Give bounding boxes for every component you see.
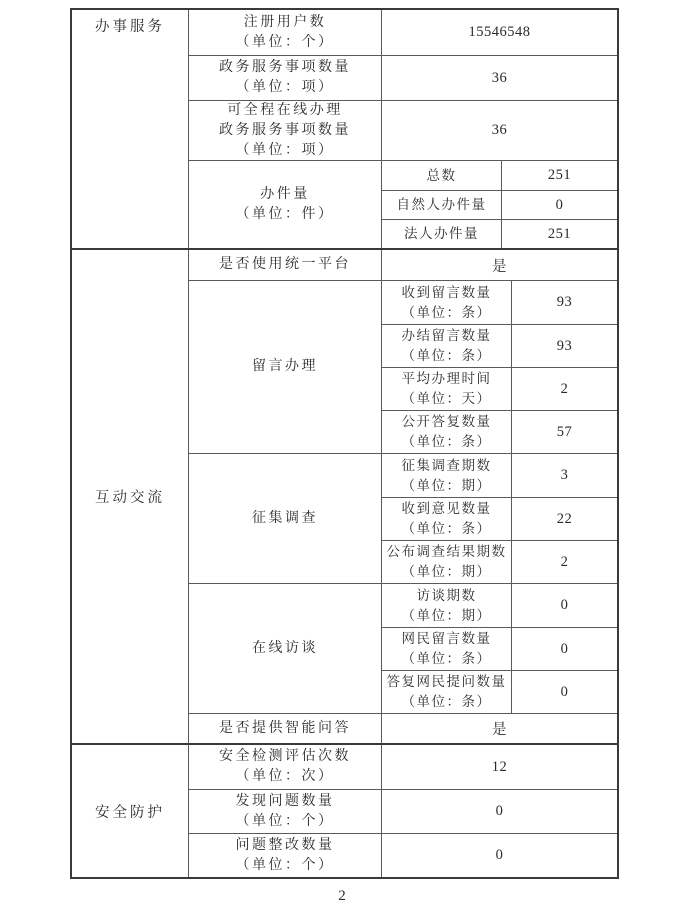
label-line: （单位：条） [401, 304, 492, 320]
section-rows [189, 250, 617, 743]
table-row [189, 713, 617, 743]
label-line: （单位：次） [235, 769, 335, 784]
sub-label-cell [382, 584, 512, 627]
table-section [72, 248, 617, 743]
table-row-group [189, 280, 617, 453]
label-line: （单位：个） [235, 857, 335, 873]
sub-label-cell [382, 498, 512, 540]
section-rows [189, 10, 617, 248]
section-rows [189, 745, 617, 877]
table-subrow [382, 670, 617, 713]
table-subrow [382, 410, 617, 453]
label-line: 问题整改数量 [235, 837, 335, 853]
table-row-group [189, 453, 617, 583]
subrow-list [382, 281, 617, 453]
item-label-cell [189, 10, 382, 55]
label-line: 留言办理 [252, 359, 318, 374]
subrow-list [382, 584, 617, 713]
sub-label-cell [382, 220, 502, 248]
label-line: （单位：项） [235, 80, 335, 95]
sub-value-cell: 0 [555, 196, 564, 213]
subrow-list [382, 161, 617, 248]
table-row [189, 745, 617, 789]
label-line: 公开答复数量 [401, 414, 492, 429]
table-subrow [382, 324, 617, 367]
table-subrow [382, 584, 617, 627]
sub-label-cell [382, 368, 512, 410]
table-subrow [382, 190, 617, 219]
label-line: （单位：个） [235, 813, 335, 829]
table-subrow [382, 281, 617, 324]
value-cell: 0 [495, 847, 504, 863]
sub-label-cell [382, 411, 512, 453]
sub-label-cell [382, 671, 512, 713]
sub-label-cell [382, 628, 512, 670]
label-line: 平均办理时间 [401, 371, 492, 386]
label-line: （单位：件） [235, 206, 335, 222]
label-line: （单位：期） [401, 564, 492, 579]
label-line: 访谈期数 [416, 587, 477, 603]
table-row [189, 789, 617, 833]
label-line: （单位：条） [401, 434, 492, 449]
table-subrow [382, 627, 617, 670]
item-label-cell [189, 714, 382, 743]
label-line: （单位：条） [401, 521, 492, 536]
group-label-cell [189, 584, 382, 713]
label-line: （单位：期） [401, 607, 492, 623]
label-line: 总数 [426, 167, 457, 183]
table-row [189, 250, 617, 280]
sub-value-cell: 251 [547, 225, 572, 242]
label-line: （单位：个） [235, 34, 335, 50]
table-subrow [382, 367, 617, 410]
table-row-group [189, 160, 617, 248]
item-label-cell [189, 790, 382, 833]
table-subrow [382, 219, 617, 248]
table-row [189, 10, 617, 55]
value-cell: 15546548 [468, 24, 531, 40]
table-row [189, 55, 617, 100]
table-subrow [382, 161, 617, 190]
label-line: 法人办件量 [404, 226, 479, 241]
page-number: 2 [338, 888, 346, 904]
table-subrow [382, 540, 617, 583]
sub-value-cell: 22 [556, 510, 573, 527]
table-row [189, 833, 617, 877]
label-line: （单位：条） [401, 348, 492, 363]
sub-value-cell: 0 [560, 640, 569, 657]
label-line: 安全检测评估次数 [219, 749, 351, 764]
sub-label-cell [382, 325, 512, 367]
sub-label-cell [382, 541, 512, 583]
sub-value-cell: 93 [556, 337, 573, 354]
label-line: 办结留言数量 [401, 328, 492, 343]
sub-label-cell [382, 161, 502, 190]
label-line: 可全程在线办理 [227, 102, 343, 118]
annual-report-table [70, 8, 619, 879]
table-row [189, 100, 617, 160]
sub-label-cell [382, 454, 512, 497]
label-line: 政务服务事项数量 [219, 60, 351, 75]
label-line: 是否提供智能问答 [219, 720, 351, 736]
sub-value-cell: 251 [547, 167, 572, 183]
label-line: 是否使用统一平台 [219, 257, 351, 272]
table-row-group [189, 583, 617, 713]
label-line: 收到意见数量 [401, 501, 492, 516]
item-label-cell [189, 101, 382, 160]
sub-value-cell: 93 [556, 294, 573, 310]
label-line: 办件量 [260, 186, 310, 202]
sub-value-cell: 57 [556, 423, 573, 440]
item-label-cell [189, 250, 382, 280]
sub-value-cell: 3 [560, 467, 569, 483]
label-line: 征集调查 [252, 510, 318, 526]
value-cell: 0 [495, 803, 504, 819]
table-section [72, 10, 617, 248]
label-line: （单位：条） [401, 651, 492, 666]
label-line: 收到留言数量 [401, 284, 492, 300]
item-label-cell [189, 745, 382, 789]
label-line: （单位：期） [401, 477, 492, 493]
label-line: 答复网民提问数量 [386, 674, 507, 689]
item-label-cell [189, 56, 382, 100]
category-cell: 办事服务 [72, 10, 189, 248]
group-label-cell [189, 281, 382, 453]
label-line: 注册用户数 [243, 14, 327, 30]
category-cell: 互动交流 [72, 250, 189, 743]
group-label-cell [189, 161, 382, 248]
group-label-cell [189, 454, 382, 583]
sub-value-cell: 2 [560, 380, 569, 397]
value-cell: 36 [491, 122, 508, 138]
sub-label-cell [382, 191, 502, 219]
category-cell: 安全防护 [72, 745, 189, 877]
sub-value-cell: 0 [560, 597, 569, 613]
label-line: 在线访谈 [252, 640, 318, 656]
label-line: 网民留言数量 [401, 631, 492, 646]
item-label-cell [189, 834, 382, 877]
sub-value-cell: 0 [560, 683, 569, 700]
label-line: 公布调查结果期数 [386, 544, 507, 559]
label-line: 自然人办件量 [396, 197, 487, 212]
label-line: （单位：条） [401, 694, 492, 709]
value-cell: 12 [491, 758, 508, 775]
label-line: 发现问题数量 [235, 793, 335, 809]
value-cell: 是 [492, 722, 507, 738]
label-line: （单位：项） [235, 142, 335, 158]
table-section [72, 743, 617, 877]
value-cell: 36 [491, 69, 508, 86]
label-line: 征集调查期数 [401, 457, 492, 473]
table-subrow [382, 454, 617, 497]
sub-value-cell: 2 [560, 553, 569, 570]
sub-label-cell [382, 281, 512, 324]
label-line: 政务服务事项数量 [219, 122, 351, 138]
label-line: （单位：天） [401, 391, 492, 406]
table-subrow [382, 497, 617, 540]
subrow-list [382, 454, 617, 583]
value-cell: 是 [492, 258, 507, 275]
